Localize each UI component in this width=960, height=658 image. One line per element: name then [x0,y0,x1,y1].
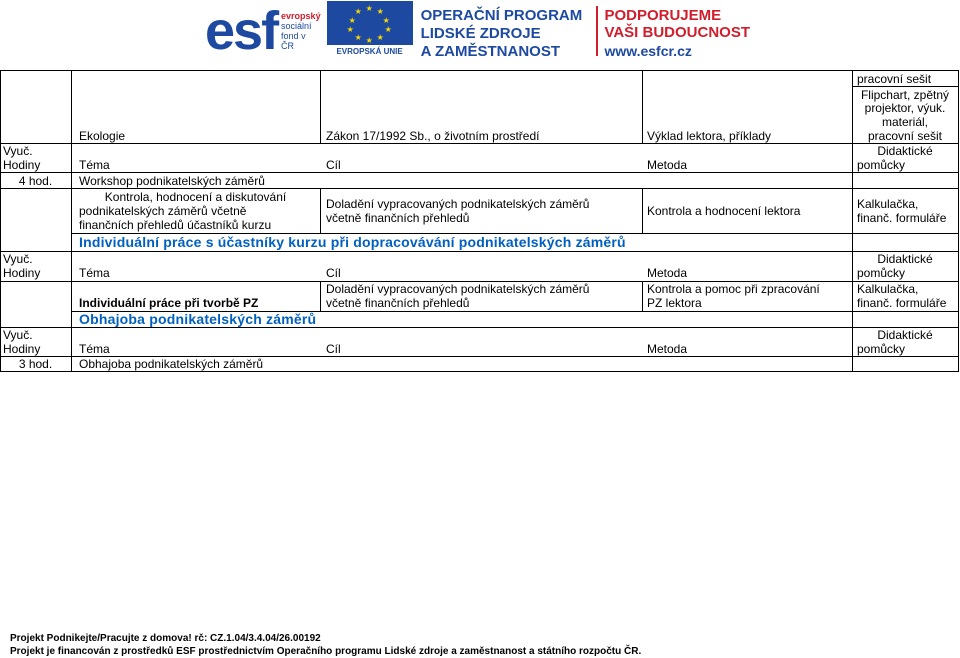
top-cil: Zákon 17/1992 Sb., o životním prostředí [326,129,540,143]
header2-metoda: Metoda [647,266,688,280]
block2-cil-line2: včetně finančních přehledů [326,296,470,310]
block1-did-line2: finanč. formuláře [857,211,947,225]
block1-hours: 4 hod. [18,174,53,188]
section2-title: Individuální práce s účastníky kurzu při dopracovávání podnikatelských záměrů [79,234,626,250]
op-logo [421,1,590,61]
section3-title: Obhajoba podnikatelských záměrů [79,311,317,327]
pod-web: www.esfcr.cz [604,43,692,59]
header1-did-line1: Didaktické [877,144,933,158]
header1-did-line2: pomůcky [857,158,906,172]
top-didactic-line: pracovní sešit [857,72,932,86]
header3-hours-line2: Hodiny [3,342,41,356]
header2-hours-line1: Vyuč. [3,252,33,266]
eu-logo [327,1,413,61]
header1-cil: Cíl [326,158,341,172]
op-line2: LIDSKÉ ZDROJE [420,25,541,42]
block2-tema: Individuální práce při tvorbě PZ [79,296,259,310]
header1-hours-line2: Hodiny [3,158,41,172]
block2-did-line2: finanč. formuláře [857,296,947,310]
header3-did-line2: pomůcky [857,342,906,356]
block2-cil-line1: Doladění vypracovaných podnikatelských záměrů [326,282,590,296]
header1-metoda: Metoda [647,158,688,172]
esf-letters: esf [205,1,278,61]
eu-flag-icon: ★ ★ ★ ★ ★ ★ ★ ★ ★ ★ [327,1,413,45]
header3-metoda: Metoda [647,342,688,356]
header1-tema: Téma [79,158,110,172]
block3-hours: 3 hod. [18,357,53,371]
op-line3: A ZAMĚSTNANOST [420,43,561,60]
eu-label: EVROPSKÁ UNIE [336,47,403,56]
top-didactic2-line3: materiál, [881,115,928,129]
esf-line2: sociální [281,21,312,31]
block2-did-line1: Kalkulačka, [857,282,919,296]
top-didactic2-line4: pracovní sešit [867,129,943,143]
header2-hours-line2: Hodiny [3,266,41,280]
block2-metoda-line2: PZ lektora [647,296,702,310]
logo-banner [205,0,750,62]
header2-cil: Cíl [326,266,341,280]
top-tema: Ekologie [79,129,126,143]
header2-did-line1: Didaktické [877,252,933,266]
header2-tema: Téma [79,266,110,280]
header1-hours-line1: Vyuč. [3,144,33,158]
block1-title: Workshop podnikatelských záměrů [79,174,265,188]
header2-did-line2: pomůcky [857,266,906,280]
block1-metoda: Kontrola a hodnocení lektora [647,204,801,218]
support-logo [604,1,750,61]
pod-line2: VAŠI BUDOUCNOST [604,24,750,41]
esf-line1: evropský [281,11,321,21]
block3-title: Obhajoba podnikatelských záměrů [79,357,264,371]
top-didactic2-line1: Flipchart, zpětný [860,88,950,102]
header3-tema: Téma [79,342,110,356]
footer-funding-line: Projekt je financován z prostředků ESF prostřednictvím Operačního programu Lidské zdroje a zaměstnanost a státního rozpočtu ČR. [10,646,642,657]
block1-tema-line2: podnikatelských záměrů včetně [79,204,247,218]
block1-tema-line1: Kontrola, hodnocení a diskutování [104,190,287,204]
top-didactic2-line2: projektor, výuk. [864,101,946,115]
pod-line1: PODPORUJEME [604,7,722,24]
header3-cil: Cíl [326,342,341,356]
header3-did-line1: Didaktické [877,328,933,342]
top-metoda: Výklad lektora, příklady [647,129,772,143]
esf-logo [205,1,321,61]
block1-did-line1: Kalkulačka, [857,197,919,211]
block1-tema-line3: finančních přehledů účastníků kurzu [79,218,272,232]
header3-hours-line1: Vyuč. [3,328,33,342]
footer-project-line: Projekt Podnikejte/Pracujte z domova! rč: CZ.1.04/3.4.04/26.00192 [10,633,321,644]
op-line1: OPERAČNÍ PROGRAM [420,7,583,24]
block1-cil-line2: včetně finančních přehledů [326,211,470,225]
block2-metoda-line1: Kontrola a pomoc při zpracování [647,282,820,296]
esf-line3: fond v ČR [281,31,306,51]
block1-cil-line1: Doladění vypracovaných podnikatelských záměrů [326,197,590,211]
banner-divider [596,6,599,56]
